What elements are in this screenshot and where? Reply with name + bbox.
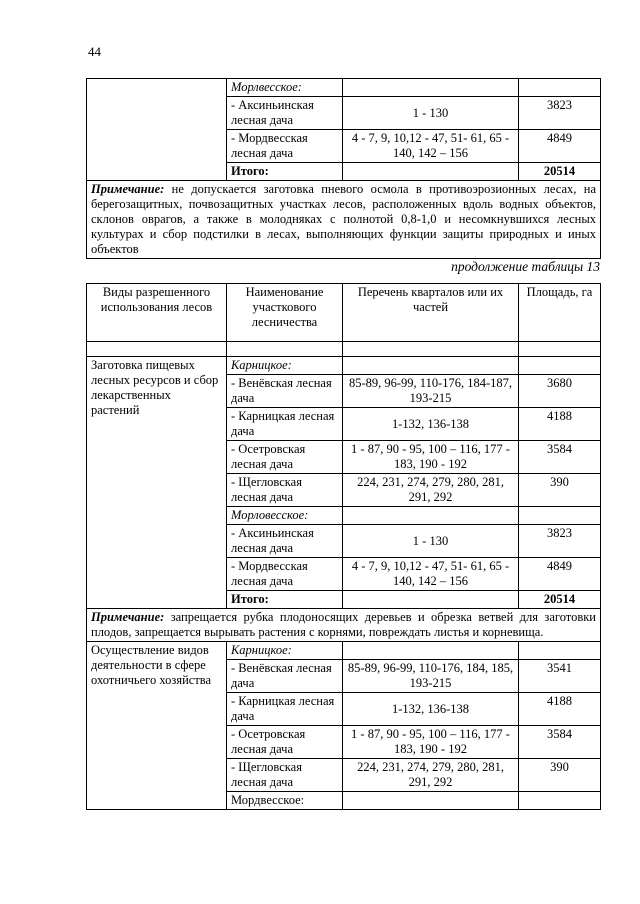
quarters-cell	[343, 507, 519, 525]
header-row	[87, 284, 601, 342]
total-label: Итого:	[227, 163, 343, 181]
quarters-cell: 1 - 87, 90 - 95, 100 – 116, 177 - 183, 190 - 192	[343, 441, 519, 474]
note-label: Примечание:	[91, 610, 165, 624]
quarters-cell: 1-132, 136-138	[343, 408, 519, 441]
area-cell	[519, 507, 601, 525]
district-cell: - Щегловская лесная дача	[227, 759, 343, 792]
district-cell: - Венёвская лесная дача	[227, 375, 343, 408]
area-cell: 3584	[519, 441, 601, 474]
quarters-cell	[343, 792, 519, 810]
district-cell: Мордвесское:	[227, 792, 343, 810]
spacer-row	[87, 342, 601, 357]
use-type-cell: Заготовка пищевых лесных ресурсов и сбор лекарственных растений	[87, 357, 227, 609]
quarters-cell: 224, 231, 274, 279, 280, 281, 291, 292	[343, 474, 519, 507]
note-cell	[87, 181, 601, 259]
district-cell: - Аксиньинская лесная дача	[227, 525, 343, 558]
total-value: 20514	[519, 591, 601, 609]
area-cell	[519, 79, 601, 97]
district-cell: - Мордвесская лесная дача	[227, 558, 343, 591]
quarters-cell: 1 - 130	[343, 525, 519, 558]
total-empty	[343, 163, 519, 181]
district-cell: - Осетровская лесная дача	[227, 441, 343, 474]
area-cell: 3823	[519, 97, 601, 130]
continuation-caption: продолжение таблицы 13	[451, 259, 600, 274]
note-label: Примечание:	[91, 182, 165, 196]
note-row	[87, 609, 601, 642]
quarters-cell: 85-89, 96-99, 110-176, 184-187, 193-215	[343, 375, 519, 408]
total-value: 20514	[519, 163, 601, 181]
note-text: запрещается рубка плодоносящих деревьев и обрезка ветвей для заготовки плодов, запрещается вырывать растения с корнями, повреждать листья и корневища.	[91, 610, 596, 639]
district-cell: - Карницкая лесная дача	[227, 408, 343, 441]
district-cell: - Мордвесская лесная дача	[227, 130, 343, 163]
district-cell: - Венёвская лесная дача	[227, 660, 343, 693]
note-row	[87, 181, 601, 259]
district-cell: - Щегловская лесная дача	[227, 474, 343, 507]
area-cell: 4188	[519, 408, 601, 441]
area-cell: 390	[519, 759, 601, 792]
quarters-cell	[343, 642, 519, 660]
use-type-cell	[87, 79, 227, 181]
area-cell	[519, 792, 601, 810]
area-cell: 390	[519, 474, 601, 507]
quarters-cell	[343, 79, 519, 97]
district-cell: - Осетровская лесная дача	[227, 726, 343, 759]
quarters-cell	[343, 357, 519, 375]
header-area: Площадь, га	[519, 284, 601, 342]
table-top-fragment	[86, 78, 601, 259]
table-row	[87, 642, 601, 660]
area-cell: 4849	[519, 130, 601, 163]
quarters-cell: 4 - 7, 9, 10,12 - 47, 51- 61, 65 - 140, 142 – 156	[343, 558, 519, 591]
note-text: не допускается заготовка пневого осмола в противоэрозионных лесах, на берегозащитных, почвозащитных участках лесов, расположенных вдоль водных объектов, склонов оврагов, а также в молодняках с полнотой 0,8-1,0 и несомкнувшихся лесных культурах и сбор подстилки в лесах, выполняющих функции защиты природных и иных объектов	[91, 182, 596, 256]
note-cell	[87, 609, 601, 642]
area-cell: 3680	[519, 375, 601, 408]
use-type-cell: Осуществление видов деятельности в сфере охотничьего хозяйства	[87, 642, 227, 810]
quarters-cell: 1 - 87, 90 - 95, 100 – 116, 177 - 183, 190 - 192	[343, 726, 519, 759]
table-row	[87, 79, 601, 97]
area-cell	[519, 642, 601, 660]
quarters-cell: 1-132, 136-138	[343, 693, 519, 726]
district-cell: Карницкое:	[227, 357, 343, 375]
quarters-cell: 1 - 130	[343, 97, 519, 130]
quarters-cell: 4 - 7, 9, 10,12 - 47, 51- 61, 65 - 140, 142 – 156	[343, 130, 519, 163]
area-cell: 3823	[519, 525, 601, 558]
district-cell: - Карницкая лесная дача	[227, 693, 343, 726]
area-cell	[519, 357, 601, 375]
area-cell: 3584	[519, 726, 601, 759]
district-cell: Карницкое:	[227, 642, 343, 660]
district-cell: Морловесское:	[227, 507, 343, 525]
header-district: Наименование участкового лесничества	[227, 284, 343, 342]
area-cell: 4188	[519, 693, 601, 726]
quarters-cell: 224, 231, 274, 279, 280, 281, 291, 292	[343, 759, 519, 792]
header-use-type: Виды разрешенного использования лесов	[87, 284, 227, 342]
total-empty	[343, 591, 519, 609]
district-cell: - Аксиньинская лесная дача	[227, 97, 343, 130]
district-cell: Морлвесское:	[227, 79, 343, 97]
area-cell: 3541	[519, 660, 601, 693]
table-main	[86, 283, 601, 810]
table-row	[87, 357, 601, 375]
page-number: 44	[88, 44, 101, 59]
area-cell: 4849	[519, 558, 601, 591]
quarters-cell: 85-89, 96-99, 110-176, 184, 185, 193-215	[343, 660, 519, 693]
total-label: Итого:	[227, 591, 343, 609]
header-quarters: Перечень кварталов или их частей	[343, 284, 519, 342]
